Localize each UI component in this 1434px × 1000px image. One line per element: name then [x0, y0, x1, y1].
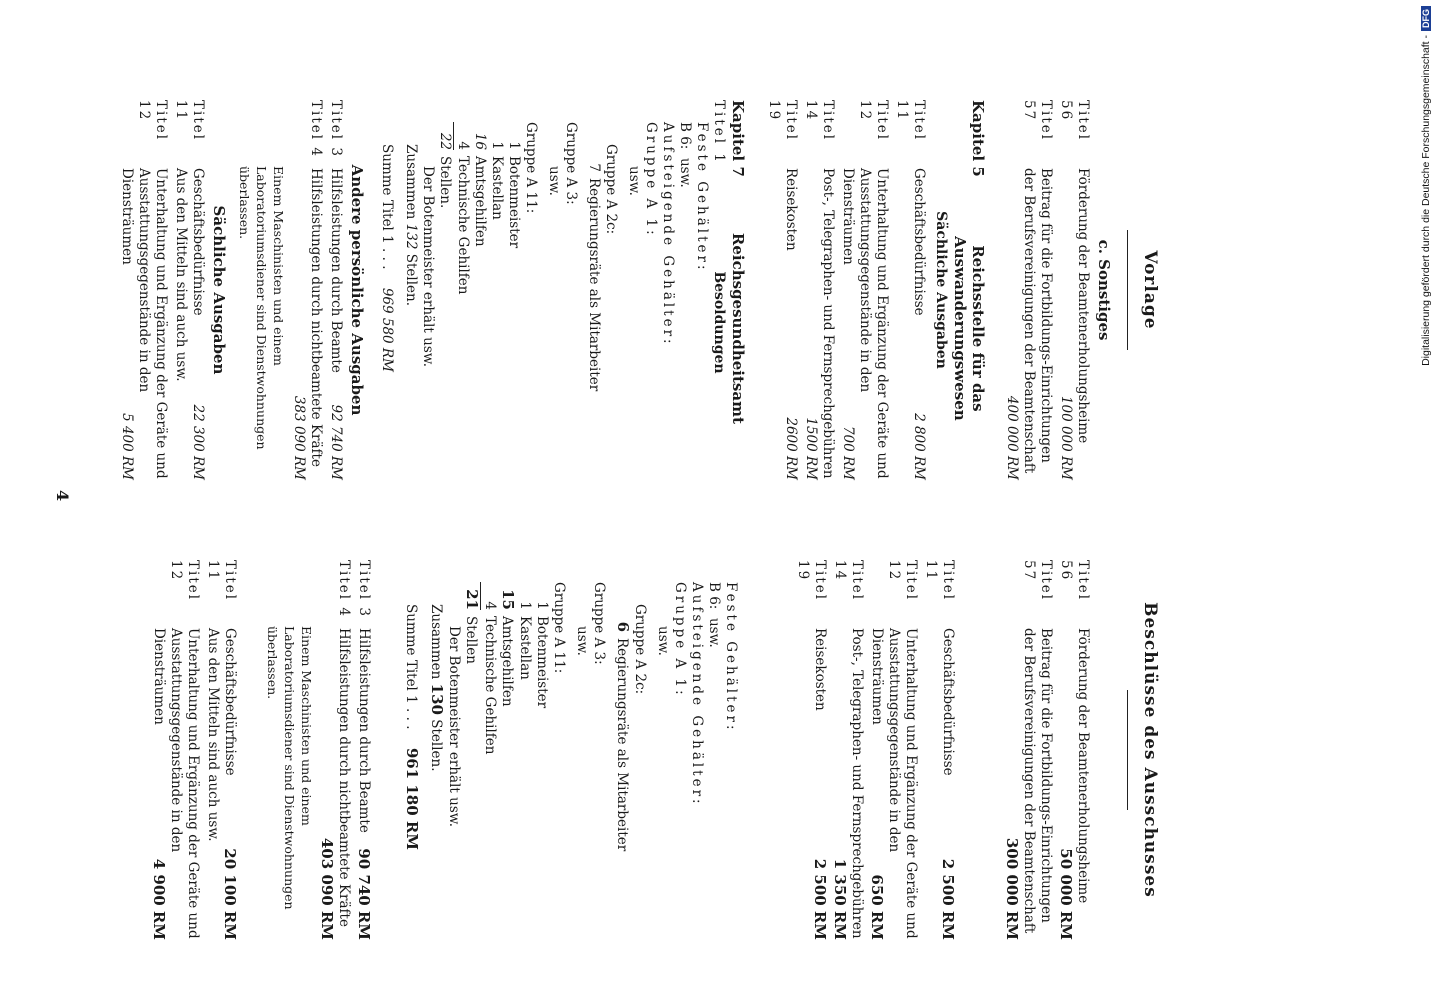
- count: 1: [489, 141, 505, 150]
- item-amount: 2600 RM: [783, 417, 799, 480]
- item-text: Post-, Telegraphen- und Fernsprechgebühren: [849, 628, 865, 939]
- a11-text: Kastellan: [517, 616, 533, 680]
- digitization-text: Digitalisierung gefördert durch die Deutsche Forschungsgemeinschaft -: [1420, 35, 1432, 366]
- item-text: Geschäftsbedürfnisse: [190, 168, 206, 316]
- spacer: [372, 560, 402, 940]
- k5-item: [893, 100, 927, 480]
- gruppe-a2c: Gruppe A 2c:: [632, 604, 648, 695]
- item-titel3: [355, 560, 372, 940]
- gruppe-a3: Gruppe A 3:: [563, 122, 579, 205]
- item-label: Titel 11: [205, 560, 238, 602]
- a11-total: 21: [463, 589, 481, 610]
- a11-text: Kastellan: [489, 156, 505, 220]
- item-titel56: [1057, 560, 1091, 940]
- gruppe-a3: Gruppe A 3:: [591, 582, 607, 665]
- k5-item: [922, 560, 956, 940]
- k5-item: [765, 100, 799, 480]
- item-text: Hilfsleistungen durch nichtbeamtete Kräfte: [336, 628, 352, 927]
- a11-row: [498, 560, 516, 940]
- titel1-label: Titel 1: [711, 100, 727, 165]
- k5-item: [839, 100, 890, 480]
- gruppe-a11: Gruppe A 11:: [551, 582, 567, 674]
- b6-row: [705, 560, 722, 940]
- usw: usw.: [706, 617, 722, 648]
- count: 4: [453, 122, 471, 150]
- zusammen-label: Zusammen: [403, 144, 419, 220]
- item-amount: 5 400 RM: [119, 413, 135, 480]
- a11-text: Botenmeister: [534, 616, 550, 709]
- item-titel57: [1003, 100, 1054, 480]
- item-text: Unterhaltung und Ergänzung der Geräte und Ausstattungsgegenstände in den Diensträumen: [840, 168, 890, 479]
- botenmeister-note: Der Botenmeister erhält usw.: [420, 166, 436, 367]
- stellen: Stellen: [463, 616, 479, 664]
- k5-item: [868, 560, 919, 940]
- a11-text: Amtsgehilfen: [472, 156, 488, 247]
- spacer: [956, 560, 1000, 940]
- zusammen-row: [427, 560, 445, 940]
- aufsteigende-gehaelter: Aufsteigende Gehälter:: [689, 582, 705, 807]
- summe-row: Summe Titel 1 . . . 969 580 RM: [379, 144, 395, 372]
- item-text: Beitrag für die Fortbildungs-Einrichtungen der Berufsvereinigungen der Beamtenschaft: [1021, 628, 1054, 934]
- item-titel12: [118, 100, 169, 480]
- item-titel4: [290, 100, 324, 480]
- item-text: Hilfsleistungen durch Beamte: [356, 628, 372, 833]
- item-label: Titel 56: [1058, 560, 1091, 602]
- item-amount: 100 000 RM: [1058, 395, 1074, 480]
- item-label: Titel 19: [766, 100, 799, 142]
- item-label: Titel 14: [803, 100, 836, 142]
- item-label: Titel 3: [328, 100, 344, 158]
- item-text: Förderung der Beamtenerholungsheime: [1075, 628, 1091, 904]
- item-amount: 2 800 RM: [911, 413, 927, 480]
- item-label: Titel 11: [923, 560, 956, 602]
- item-label: Titel 12: [886, 560, 919, 602]
- item-text: Reisekosten: [812, 628, 828, 711]
- a2c-text: Regierungsräte als Mitarbeiter: [614, 638, 630, 852]
- usw: usw.: [655, 626, 671, 656]
- kapitel5-label: Kapitel 5: [969, 100, 987, 177]
- item-label: Titel 3: [356, 560, 372, 618]
- item-amount: 650 RM: [868, 874, 886, 940]
- item-label: Titel 56: [1058, 100, 1091, 142]
- kapitel7-label: Kapitel 7: [729, 100, 747, 177]
- usw: usw.: [677, 157, 693, 188]
- item-amount: 300 000 RM: [1003, 837, 1021, 940]
- spacer: [739, 560, 791, 940]
- item-amount: 400 000 RM: [1004, 395, 1020, 480]
- item-text: Geschäftsbedürfnisse: [940, 628, 956, 776]
- a11-row: [488, 100, 505, 480]
- item-label: Titel 19: [795, 560, 828, 602]
- zusammen-stellen: Stellen.: [403, 253, 419, 306]
- item-note: Aus den Mitteln sind auch usw.: [173, 168, 189, 382]
- item-label: Titel 57: [1021, 100, 1054, 142]
- digitization-sidebar: [1418, 0, 1434, 1000]
- item-text: Reisekosten: [783, 168, 799, 251]
- a11-row: [471, 100, 488, 480]
- item-label: Titel 11: [894, 100, 927, 142]
- k5-item: [831, 560, 865, 940]
- gruppe-a1: Gruppe A 1:: [643, 122, 659, 238]
- item-text: Beitrag für die Fortbildungs-Einrichtungen der Berufsvereinigungen der Beamtenschaft: [1021, 168, 1054, 474]
- item-text: Unterhaltung und Ergänzung der Geräte und Ausstattungsgegenstände in den Diensträumen: [869, 628, 919, 939]
- summe-amount: 961 180 RM: [403, 747, 421, 850]
- a11-text: Technische Gehilfen: [455, 156, 471, 295]
- item-text: Unterhaltung und Ergänzung der Geräte und Ausstattungsgegenstände in den Diensträumen: [119, 168, 169, 479]
- item-amount: 20 100 RM: [221, 848, 239, 940]
- zusammen-label: Zusammen: [428, 604, 444, 680]
- heading-vorlage: Vorlage: [1140, 250, 1160, 330]
- k5-item: [794, 560, 828, 940]
- heading-rule: [1127, 230, 1128, 350]
- item-amount: 22 300 RM: [190, 404, 206, 480]
- column-vorlage: [115, 100, 1160, 480]
- item-label: Titel 11: [173, 100, 206, 142]
- kapitel7-title: Reichsgesundheitsamt: [729, 232, 747, 424]
- t4-note: Einem Maschinisten und einem Laboratoriumsdiener sind Dienstwohnungen überlassen.: [237, 166, 286, 450]
- item-amount: 1500 RM: [803, 417, 819, 480]
- zusammen-stellen: Stellen.: [428, 719, 444, 772]
- b6-label: B 6:: [706, 582, 722, 610]
- a11-text: Botenmeister: [506, 156, 522, 249]
- kapitel7-row: [727, 100, 755, 480]
- item-text: Geschäftsbedürfnisse: [911, 168, 927, 316]
- kapitel7-sub: Besoldungen: [711, 271, 727, 374]
- zusammen-count: 132: [403, 223, 419, 250]
- stellen: Stellen.: [437, 156, 453, 209]
- item-titel4: [318, 560, 352, 940]
- zusammen-row: [402, 100, 419, 480]
- a11-row: [453, 100, 471, 480]
- count: 1: [534, 601, 550, 610]
- count: 16: [472, 132, 488, 150]
- andere-persoenliche: Andere persönliche Ausgaben: [348, 164, 366, 416]
- item-titel11: [172, 100, 206, 480]
- b6-row: [676, 100, 693, 480]
- item-titel3: [327, 100, 344, 480]
- item-amount: 4 900 RM: [150, 858, 168, 940]
- a2c-row: [613, 560, 631, 940]
- gruppe-a1: Gruppe A 1:: [672, 582, 688, 698]
- item-amount: 403 090 RM: [318, 837, 336, 940]
- t4-note: Einem Maschinisten und einem Laboratoriumsdiener sind Dienstwohnungen überlassen.: [265, 626, 314, 910]
- a11-text: Technische Gehilfen: [482, 616, 498, 755]
- item-amount: 383 090 RM: [291, 395, 307, 480]
- kapitel5-title: Reichsstelle für das Auswanderungswesen: [951, 236, 987, 421]
- item-amount: 2 500 RM: [939, 858, 957, 940]
- spacer: [1091, 560, 1113, 940]
- column-beschluesse: [147, 560, 1160, 940]
- item-text: Geschäftsbedürfnisse: [222, 628, 238, 776]
- item-note: Aus den Mitteln sind auch usw.: [205, 628, 221, 842]
- page-number: 4: [53, 490, 72, 502]
- item-label: Titel 4: [336, 560, 352, 618]
- section-sonstiges: c. Sonstiges: [1095, 239, 1113, 341]
- feste-gehaelter: Feste Gehälter:: [694, 122, 710, 273]
- summe-label: Summe Titel 1: [403, 604, 419, 704]
- a11-row: [516, 560, 533, 940]
- item-label: Titel 12: [857, 100, 890, 142]
- summe-amount: 969 580 RM: [379, 287, 395, 372]
- gruppe-a11: Gruppe A 11:: [523, 122, 539, 214]
- a11-text: Amtsgehilfen: [499, 616, 515, 707]
- a11-row: [505, 100, 522, 480]
- spacer: [238, 560, 264, 940]
- item-label: Titel 12: [168, 560, 201, 602]
- digitization-note: [1418, 0, 1434, 1000]
- a2c-text: Regierungsräte als Mitarbeiter: [586, 178, 602, 392]
- heading-rule: [1127, 690, 1128, 810]
- summe-label: Summe Titel 1: [379, 144, 395, 244]
- item-text: Unterhaltung und Ergänzung der Geräte und Ausstattungsgegenstände in den Diensträumen: [151, 628, 201, 939]
- a2c-row: [585, 100, 602, 480]
- feste-gehaelter: Feste Gehälter:: [723, 582, 739, 733]
- item-titel11: [204, 560, 238, 940]
- usw: usw.: [574, 626, 590, 656]
- item-label: Titel 12: [136, 100, 169, 142]
- kapitel5-sub: Sächliche Ausgaben: [933, 211, 949, 369]
- item-text: Förderung der Beamtenerholungsheime: [1075, 168, 1091, 444]
- item-amount: 700 RM: [840, 425, 856, 480]
- item-text: Post-, Telegraphen- und Fernsprechgebühren: [820, 168, 836, 479]
- kapitel5-row: [951, 100, 995, 480]
- item-amount: 2 500 RM: [811, 858, 829, 940]
- item-titel57: [1003, 560, 1054, 940]
- a11-row: [533, 560, 550, 940]
- item-amount: 90 740 RM: [355, 848, 373, 940]
- heading-beschluesse: Beschlüsse des Ausschusses: [1140, 602, 1160, 898]
- saechliche-ausgaben: Sächliche Ausgaben: [210, 205, 228, 375]
- a11-total-row: [436, 100, 453, 480]
- aufsteigende-gehaelter: Aufsteigende Gehälter:: [660, 122, 676, 347]
- item-label: Titel 14: [832, 560, 865, 602]
- zusammen-count: 130: [428, 683, 446, 715]
- count: 7: [586, 163, 602, 172]
- item-text: Hilfsleistungen durch Beamte: [328, 168, 344, 373]
- titel1-row: [710, 100, 727, 480]
- count: 15: [499, 589, 517, 610]
- k5-item: [802, 100, 836, 480]
- usw: usw.: [626, 166, 642, 196]
- dfg-logo: DFG: [1421, 6, 1431, 31]
- usw: usw.: [546, 166, 562, 196]
- item-text: Hilfsleistungen durch nichtbeamtete Kräfte: [308, 168, 324, 467]
- item-amount: 50 000 RM: [1057, 848, 1075, 940]
- item-amount: 92 740 RM: [328, 404, 344, 480]
- count: 1: [506, 141, 522, 150]
- item-titel12: [150, 560, 201, 940]
- item-label: Titel 4: [308, 100, 324, 158]
- a11-row: [480, 560, 498, 940]
- item-titel56: [1057, 100, 1091, 480]
- count: 6: [614, 621, 632, 632]
- botenmeister-note: Der Botenmeister erhält usw.: [446, 626, 462, 827]
- a11-total: 22: [437, 132, 453, 150]
- gruppe-a2c: Gruppe A 2c:: [603, 144, 619, 235]
- item-amount: 1 350 RM: [831, 858, 849, 940]
- a11-total-row: [462, 560, 480, 940]
- item-label: Titel 57: [1021, 560, 1054, 602]
- count: 1: [517, 601, 533, 610]
- summe-row: Summe Titel 1 . . . 961 180 RM: [403, 604, 421, 850]
- count: 4: [480, 582, 498, 610]
- b6-label: B 6:: [677, 122, 693, 150]
